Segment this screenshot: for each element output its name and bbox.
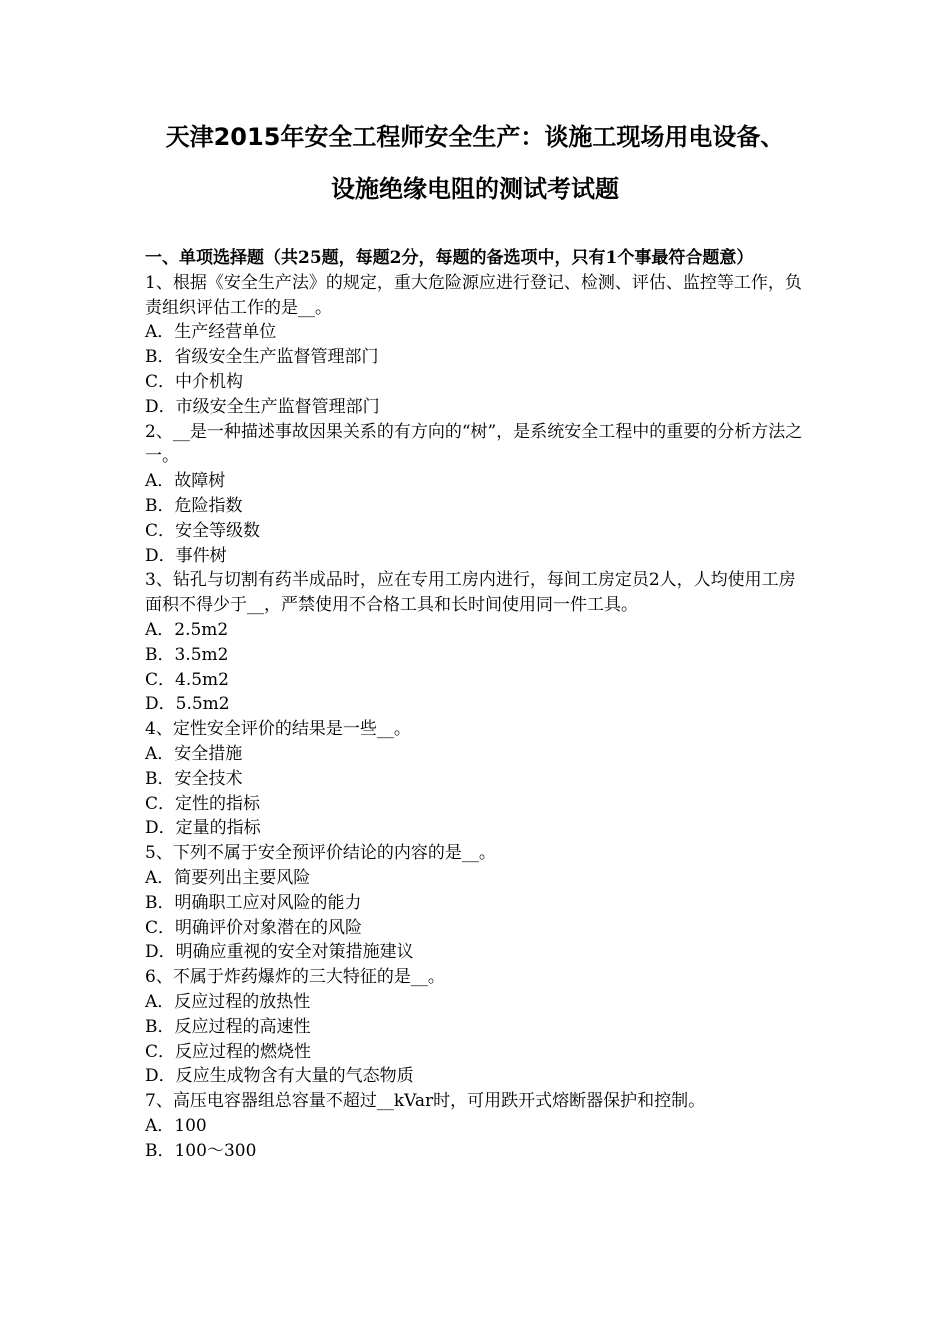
option-c: C．明确评价对象潜在的风险 [145, 917, 363, 938]
document-body [145, 246, 810, 1163]
option-d: D．明确应重视的安全对策措施建议 [145, 942, 414, 963]
question-5 [145, 841, 810, 965]
option-b: B．明确职工应对风险的能力 [145, 892, 362, 913]
option-b: B．反应过程的高速性 [145, 1016, 311, 1037]
question-text: 5、下列不属于安全预评价结论的内容的是__。 [145, 843, 496, 864]
option-d: D．5.5m2 [145, 694, 230, 715]
question-3 [145, 568, 810, 717]
option-b: B．安全技术 [145, 768, 243, 789]
option-a: A．故障树 [145, 471, 226, 492]
question-7 [145, 1089, 810, 1163]
question-text: 7、高压电容器组总容量不超过__kVar时，可用跌开式熔断器保护和控制。 [145, 1091, 706, 1112]
option-a: A．安全措施 [145, 743, 243, 764]
question-text: 4、定性安全评价的结果是一些__。 [145, 719, 411, 740]
option-a: A．生产经营单位 [145, 322, 277, 343]
option-d: D．事件树 [145, 545, 227, 566]
option-c: C．定性的指标 [145, 793, 261, 814]
option-a: A．2.5m2 [145, 619, 229, 640]
option-c: C．安全等级数 [145, 520, 261, 541]
question-6 [145, 965, 810, 1089]
option-d: D．定量的指标 [145, 818, 261, 839]
option-c: C．反应过程的燃烧性 [145, 1041, 312, 1062]
question-text: 2、__是一种描述事故因果关系的有方向的“树”，是系统安全工程中的重要的分析方法之一。 [145, 421, 803, 467]
option-a: A．100 [145, 1115, 207, 1136]
document-title-line-1: 天津2015年安全工程师安全生产：谈施工现场用电设备、 [165, 123, 785, 151]
question-1 [145, 271, 810, 420]
option-c: C．中介机构 [145, 371, 244, 392]
section-heading: 一、单项选择题（共25题，每题2分，每题的备选项中，只有1个事最符合题意） [145, 248, 754, 268]
option-a: A．简要列出主要风险 [145, 867, 311, 888]
option-b: B．100～300 [145, 1140, 257, 1161]
option-a: A．反应过程的放热性 [145, 991, 311, 1012]
question-text: 6、不属于炸药爆炸的三大特征的是__。 [145, 967, 445, 988]
option-b: B．危险指数 [145, 495, 243, 516]
question-text: 1、根据《安全生产法》的规定，重大危险源应进行登记、检测、评估、监控等工作，负责组织评估工作的是__。 [145, 272, 802, 318]
option-b: B．省级安全生产监督管理部门 [145, 347, 379, 368]
question-2 [145, 420, 810, 569]
option-c: C．4.5m2 [145, 669, 229, 690]
option-b: B．3.5m2 [145, 644, 229, 665]
question-4 [145, 717, 810, 841]
question-text: 3、钻孔与切割有药半成品时，应在专用工房内进行，每间工房定员2人，人均使用工房面积不得少于__，严禁使用不合格工具和长时间使用同一件工具。 [145, 570, 796, 616]
option-d: D．反应生成物含有大量的气态物质 [145, 1066, 414, 1087]
option-d: D．市级安全生产监督管理部门 [145, 396, 380, 417]
document-title-line-2: 设施绝缘电阻的测试考试题 [331, 175, 619, 203]
